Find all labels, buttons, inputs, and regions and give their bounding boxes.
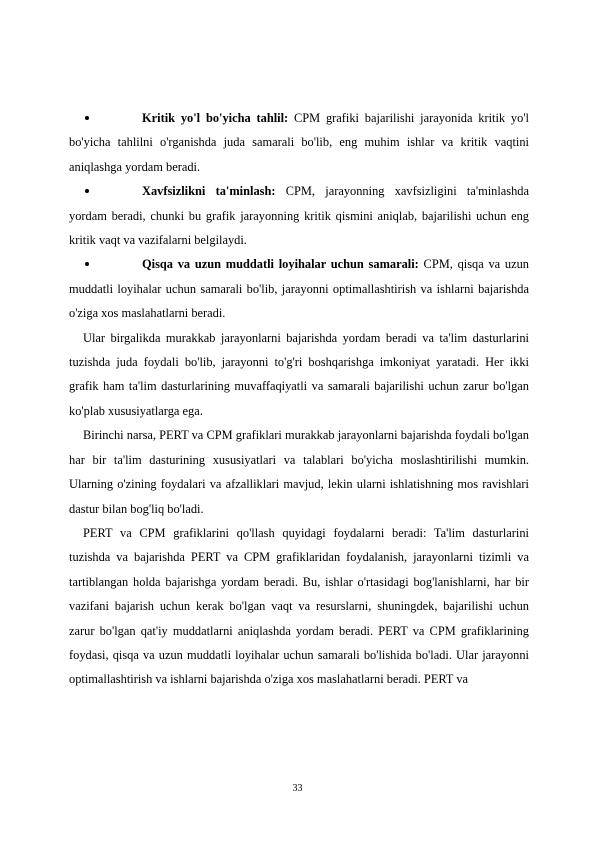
bullet-item <box>69 179 529 252</box>
bullet-dot-icon <box>85 116 89 120</box>
bullet-text: CPM grafiki bajarilishi jarayonida kritik yo'l bo'yicha tahlilni o'rganishda juda samarali bo'lib, eng muhim ishlar va kritik vaqtini aniqlashga yordam beradi. <box>69 111 529 174</box>
body-paragraph: Ular birgalikda murakkab jarayonlarni bajarishda yordam beradi va ta'lim dasturlarini tuzishda juda foydali bo'lib, jarayonni to'g'ri boshqarishga imkoniyat yaratadi. Her ikki grafik ham ta'lim dasturlarining muvaffaqiyatli va samarali bajarilishi uchun zarur bo'lgan ko'plab xususiyatlarga ega. <box>69 330 529 418</box>
body-paragraph: Birinchi narsa, PERT va CPM grafiklari murakkab jarayonlarni bajarishda foydali bo'lgan har bir ta'lim dasturining xususiyatlari va talablari bo'yicha moslashtirilishi mumkin. Ularning o'zining foydalari va afzalliklari mavjud, lekin ularni ishlatishning mos ravishlari dastur bilan bog'liq bo'ladi. <box>69 428 529 516</box>
bullet-item <box>69 252 529 325</box>
bullet-term: Kritik yo'l bo'yicha tahlil: <box>142 111 289 125</box>
page-number: 33 <box>292 783 303 794</box>
bullet-term: Qisqa va uzun muddatli loyihalar uchun samarali: <box>142 257 419 272</box>
body-paragraph: PERT va CPM grafiklarini qo'llash quyidagi foydalarni beradi: Ta'lim dasturlarini tuzishda va bajarishda PERT va CPM grafiklaridan foydalanish, jarayonlarni tizimli va tartiblangan holda bajarishga yordam beradi. Bu, ishlar o'rtasidagi bog'lanishlarni, har bir vazifani bajarish uchun kerak bo'lgan vaqt va resurslarni, shuningdek, bajarilishi uchun zarur bo'lgan qat'iy muddatlarni aniqlashda yordam beradi. PERT va CPM grafiklarining foydasi, qisqa va uzun muddatli loyihalar uchun samarali bo'lishida bo'ladi. Ular jarayonni optimallashtirish va ishlarni bajarishda o'ziga xos maslahatlarni beradi. PERT va <box>69 525 529 687</box>
bullet-term: Xavfsizlikni ta'minlash: <box>142 184 276 199</box>
bullet-text: CPM, qisqa va uzun muddatli loyihalar uchun samarali bo'lib, jarayonni optimallashtirish va ishlarni bajarishda o'ziga xos maslahatlarni beradi. <box>69 257 529 321</box>
page-body <box>69 106 529 692</box>
bullet-text: CPM, jarayonning xavfsizligini ta'minlashda yordam beradi, chunki bu grafik jarayonning kritik qismini aniqlab, bajarilishi uchun eng kritik vaqt va vazifalarni belgilaydi. <box>69 184 530 248</box>
bullet-item <box>69 106 529 179</box>
